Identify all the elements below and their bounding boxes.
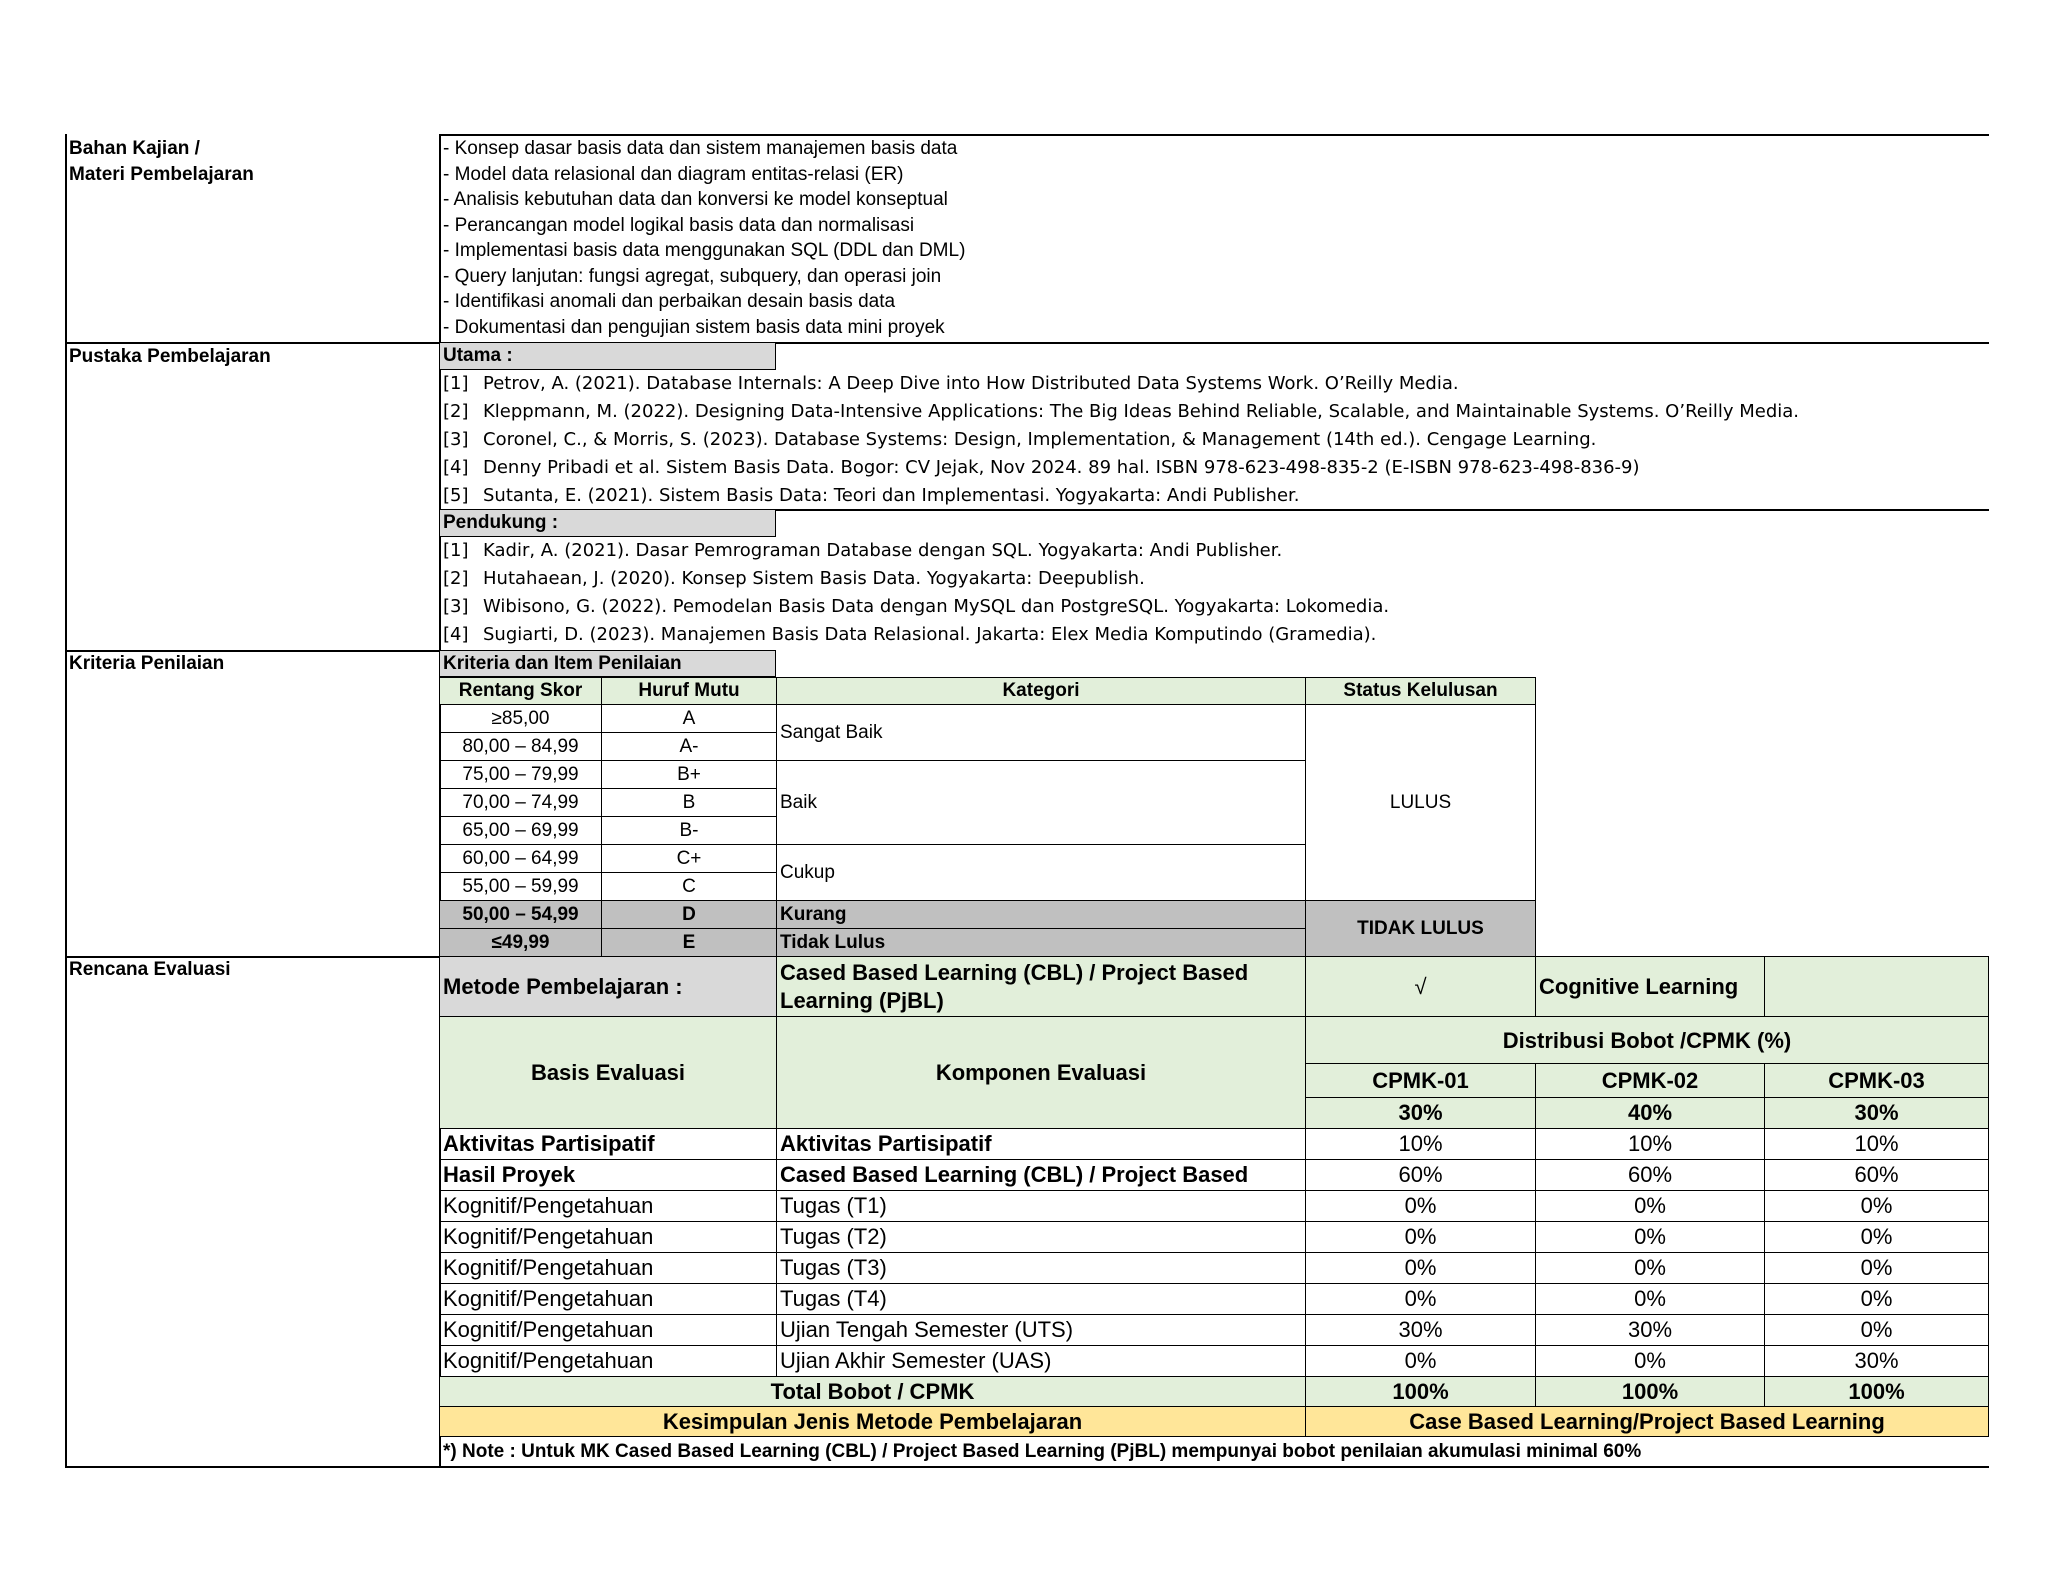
header-distribusi-bobot: Distribusi Bobot /CPMK (%): [1305, 1016, 1989, 1064]
header-komponen-evaluasi: Komponen Evaluasi: [776, 1016, 1306, 1129]
komponen-cell: Cased Based Learning (CBL) / Project Based: [776, 1159, 1306, 1191]
komponen-cell: Tugas (T3): [776, 1252, 1306, 1284]
value-cell: 60%: [1535, 1159, 1765, 1191]
value-cell: 0%: [1305, 1283, 1536, 1315]
total-cpmk-02: 100%: [1535, 1376, 1765, 1407]
basis-cell: Hasil Proyek: [439, 1159, 777, 1191]
basis-cell: Kognitif/Pengetahuan: [439, 1221, 777, 1253]
label-bahan-line2: Materi Pembelajaran: [69, 164, 254, 185]
skor-cell: 60,00 – 64,99: [439, 844, 602, 873]
pustaka-top-border: [65, 342, 1989, 344]
komponen-cell: Tugas (T1): [776, 1190, 1306, 1222]
list-item: - Identifikasi anomali dan perbaikan desain basis data: [443, 291, 896, 312]
header-status-kelulusan: Status Kelulusan: [1305, 677, 1536, 705]
huruf-cell: C+: [601, 844, 777, 873]
cpmk-02-weight: 40%: [1535, 1097, 1765, 1129]
value-cell: 30%: [1764, 1345, 1989, 1377]
value-cell: 10%: [1764, 1128, 1989, 1160]
kategori-kurang: Kurang: [776, 900, 1306, 929]
cognitive-learning-check: [1764, 956, 1989, 1017]
skor-cell: 70,00 – 74,99: [439, 788, 602, 817]
label-rencana: Rencana Evaluasi: [69, 959, 231, 980]
komponen-cell: Tugas (T2): [776, 1221, 1306, 1253]
bahan-kajian-list: [443, 136, 1943, 340]
value-cell: 0%: [1764, 1190, 1989, 1222]
list-item: [4] Denny Pribadi et al. Sistem Basis Data. Bogor: CV Jejak, Nov 2024. 89 hal. ISBN 978-623-498-835-2 (E-ISBN 978-623-498-836-9): [443, 457, 1640, 478]
list-item: [3] Coronel, C., & Morris, S. (2023). Database Systems: Design, Implementation, & Management (14th ed.). Cengage Learning.: [443, 429, 1597, 450]
komponen-cell: Ujian Akhir Semester (UAS): [776, 1345, 1306, 1377]
list-item: [1] Petrov, A. (2021). Database Internals: A Deep Dive into How Distributed Data Systems Work. O’Reilly Media.: [443, 373, 1459, 394]
value-cell: 0%: [1764, 1252, 1989, 1284]
list-item: [2] Kleppmann, M. (2022). Designing Data-Intensive Applications: The Big Ideas Behind Reliable, Scalable, and Maintainable Systems. O’Reilly Media.: [443, 401, 1799, 422]
value-cell: 60%: [1305, 1159, 1536, 1191]
metode-label: Metode Pembelajaran :: [439, 956, 777, 1017]
kesimpulan-label: Kesimpulan Jenis Metode Pembelajaran: [439, 1406, 1306, 1437]
kategori-cukup: Cukup: [776, 844, 1306, 901]
metode-value: [776, 956, 1306, 1017]
header-rentang-skor: Rentang Skor: [439, 677, 602, 705]
list-item: [5] Sutanta, E. (2021). Sistem Basis Data: Teori dan Implementasi. Yogyakarta: Andi Publisher.: [443, 485, 1300, 506]
skor-cell: ≤49,99: [439, 928, 602, 957]
basis-cell: Kognitif/Pengetahuan: [439, 1190, 777, 1222]
pustaka-pendukung-header: Pendukung :: [439, 509, 776, 537]
value-cell: 30%: [1305, 1314, 1536, 1346]
value-cell: 0%: [1305, 1221, 1536, 1253]
frame-left-border: [65, 134, 67, 1467]
komponen-cell: Aktivitas Partisipatif: [776, 1128, 1306, 1160]
check-icon: √: [1305, 956, 1536, 1017]
komponen-cell: Tugas (T4): [776, 1283, 1306, 1315]
value-cell: 30%: [1535, 1314, 1765, 1346]
pustaka-pendukung-list: [443, 537, 1983, 649]
list-item: [3] Wibisono, G. (2022). Pemodelan Basis Data dengan MySQL dan PostgreSQL. Yogyakarta: Lokomedia.: [443, 596, 1390, 617]
skor-cell: 55,00 – 59,99: [439, 872, 602, 901]
value-cell: 0%: [1764, 1314, 1989, 1346]
list-item: - Query lanjutan: fungsi agregat, subquery, dan operasi join: [443, 265, 942, 287]
metode-value-text: Cased Based Learning (CBL) / Project Based Learning (PjBL): [780, 959, 1249, 1013]
total-bobot-label: Total Bobot / CPMK: [439, 1376, 1306, 1407]
pustaka-utama-list: [443, 370, 1983, 510]
skor-cell: 80,00 – 84,99: [439, 732, 602, 761]
basis-cell: Kognitif/Pengetahuan: [439, 1283, 777, 1315]
basis-cell: Aktivitas Partisipatif: [439, 1128, 777, 1160]
value-cell: 0%: [1535, 1221, 1765, 1253]
huruf-cell: A: [601, 704, 777, 733]
cpmk-03-weight: 30%: [1764, 1097, 1989, 1129]
huruf-cell: B+: [601, 760, 777, 789]
list-item: [2] Hutahaean, J. (2020). Konsep Sistem Basis Data. Yogyakarta: Deepublish.: [443, 568, 1145, 589]
label-bahan-kajian: [69, 136, 429, 188]
label-kriteria: Kriteria Penilaian: [69, 653, 225, 674]
kesimpulan-value: Case Based Learning/Project Based Learning: [1305, 1406, 1989, 1437]
list-item: - Implementasi basis data menggunakan SQL (DDL dan DML): [443, 240, 966, 261]
skor-cell: 75,00 – 79,99: [439, 760, 602, 789]
status-tidak-lulus: TIDAK LULUS: [1305, 900, 1536, 957]
huruf-cell: B-: [601, 816, 777, 845]
list-item: - Model data relasional dan diagram entitas-relasi (ER): [443, 163, 904, 185]
value-cell: 0%: [1764, 1221, 1989, 1253]
header-huruf-mutu: Huruf Mutu: [601, 677, 777, 705]
list-item: - Analisis kebutuhan data dan konversi ke model konseptual: [443, 189, 948, 210]
value-cell: 0%: [1535, 1190, 1765, 1222]
huruf-cell: D: [601, 900, 777, 929]
header-cpmk-02: CPMK-02: [1535, 1063, 1765, 1098]
huruf-cell: C: [601, 872, 777, 901]
status-lulus: LULUS: [1305, 704, 1536, 901]
value-cell: 60%: [1764, 1159, 1989, 1191]
value-cell: 10%: [1535, 1128, 1765, 1160]
kategori-tidak-lulus: Tidak Lulus: [776, 928, 1306, 957]
label-bahan-line1: Bahan Kajian /: [69, 138, 200, 159]
basis-cell: Kognitif/Pengetahuan: [439, 1345, 777, 1377]
value-cell: 0%: [1305, 1345, 1536, 1377]
header-cpmk-03: CPMK-03: [1764, 1063, 1989, 1098]
header-kategori: Kategori: [776, 677, 1306, 705]
list-item: [1] Kadir, A. (2021). Dasar Pemrograman Database dengan SQL. Yogyakarta: Andi Publisher.: [443, 540, 1283, 561]
list-item: - Dokumentasi dan pengujian sistem basis data mini proyek: [443, 316, 945, 338]
kategori-sangat-baik: Sangat Baik: [776, 704, 1306, 761]
huruf-cell: A-: [601, 732, 777, 761]
value-cell: 0%: [1535, 1283, 1765, 1315]
value-cell: 10%: [1305, 1128, 1536, 1160]
pustaka-utama-header: Utama :: [439, 342, 776, 370]
value-cell: 0%: [1305, 1190, 1536, 1222]
skor-cell: 65,00 – 69,99: [439, 816, 602, 845]
list-item: [4] Sugiarti, D. (2023). Manajemen Basis Data Relasional. Jakarta: Elex Media Komputindo (Gramedia).: [443, 624, 1377, 645]
value-cell: 0%: [1535, 1345, 1765, 1377]
value-cell: 0%: [1764, 1283, 1989, 1315]
komponen-cell: Ujian Tengah Semester (UTS): [776, 1314, 1306, 1346]
kriteria-title: Kriteria dan Item Penilaian: [439, 650, 776, 677]
basis-cell: Kognitif/Pengetahuan: [439, 1252, 777, 1284]
list-item: - Konsep dasar basis data dan sistem manajemen basis data: [443, 138, 958, 159]
huruf-cell: B: [601, 788, 777, 817]
cpmk-01-weight: 30%: [1305, 1097, 1536, 1129]
list-item: - Perancangan model logikal basis data dan normalisasi: [443, 214, 915, 236]
header-cpmk-01: CPMK-01: [1305, 1063, 1536, 1098]
value-cell: 0%: [1305, 1252, 1536, 1284]
header-basis-evaluasi: Basis Evaluasi: [439, 1016, 777, 1129]
kategori-baik: Baik: [776, 760, 1306, 845]
evaluasi-note: *) Note : Untuk MK Cased Based Learning (CBL) / Project Based Learning (PjBL) mempunyai bobot penilaian akumulasi minimal 60%: [439, 1436, 1989, 1467]
total-cpmk-03: 100%: [1764, 1376, 1989, 1407]
cognitive-learning-label: Cognitive Learning: [1535, 956, 1765, 1017]
skor-cell: 50,00 – 54,99: [439, 900, 602, 929]
label-pustaka: Pustaka Pembelajaran: [69, 346, 271, 367]
total-cpmk-01: 100%: [1305, 1376, 1536, 1407]
value-cell: 0%: [1535, 1252, 1765, 1284]
basis-cell: Kognitif/Pengetahuan: [439, 1314, 777, 1346]
skor-cell: ≥85,00: [439, 704, 602, 733]
huruf-cell: E: [601, 928, 777, 957]
